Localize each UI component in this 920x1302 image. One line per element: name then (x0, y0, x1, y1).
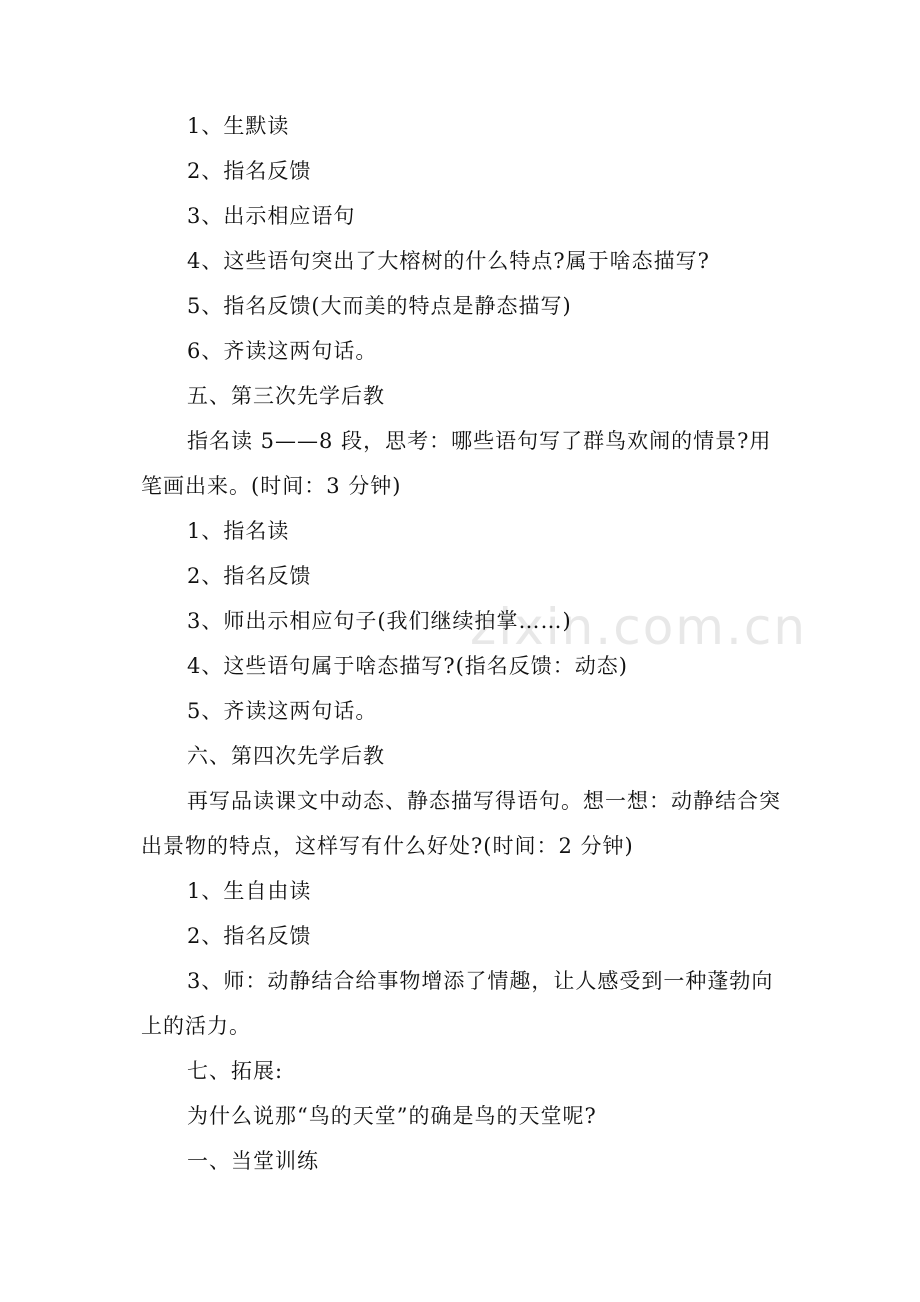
paragraph: 2、指名反馈 (187, 564, 312, 588)
paragraph: 3、师：动静结合给事物增添了情趣，让人感受到一种蓬勃向上的活力。 (141, 969, 774, 1038)
section-heading: 一、当堂训练 (187, 1149, 319, 1173)
paragraph: 4、这些语句突出了大榕树的什么特点?属于啥态描写? (187, 249, 710, 273)
section-heading: 七、拓展: (187, 1059, 284, 1083)
paragraph: 为什么说那“鸟的天堂”的确是鸟的天堂呢? (187, 1104, 597, 1128)
paragraph: 再写品读课文中动态、静态描写得语句。想一想：动静结合突出景物的特点，这样写有什么好处?(时间：2 分钟) (141, 789, 781, 858)
paragraph: 4、这些语句属于啥态描写?(指名反馈：动态) (187, 654, 629, 678)
paragraph: 2、指名反馈 (187, 159, 312, 183)
paragraph: 1、生默读 (187, 114, 290, 138)
paragraph: 2、指名反馈 (187, 924, 312, 948)
paragraph: 1、生自由读 (187, 879, 312, 903)
paragraph: 3、出示相应语句 (187, 204, 356, 228)
section-heading: 五、第三次先学后教 (187, 384, 385, 408)
document-body (141, 104, 781, 1184)
paragraph: 5、指名反馈(大而美的特点是静态描写) (187, 294, 572, 318)
paragraph: 指名读 5——8 段，思考：哪些语句写了群鸟欢闹的情景?用笔画出来。(时间：3 分钟) (141, 429, 772, 498)
paragraph: 5、齐读这两句话。 (187, 699, 378, 723)
section-heading: 六、第四次先学后教 (187, 744, 385, 768)
paragraph: 1、指名读 (187, 519, 290, 543)
paragraph: 3、师出示相应句子(我们继续拍掌……) (187, 609, 572, 633)
paragraph: 6、齐读这两句话。 (187, 339, 378, 363)
watermark: zixin.com.cn (470, 598, 808, 656)
